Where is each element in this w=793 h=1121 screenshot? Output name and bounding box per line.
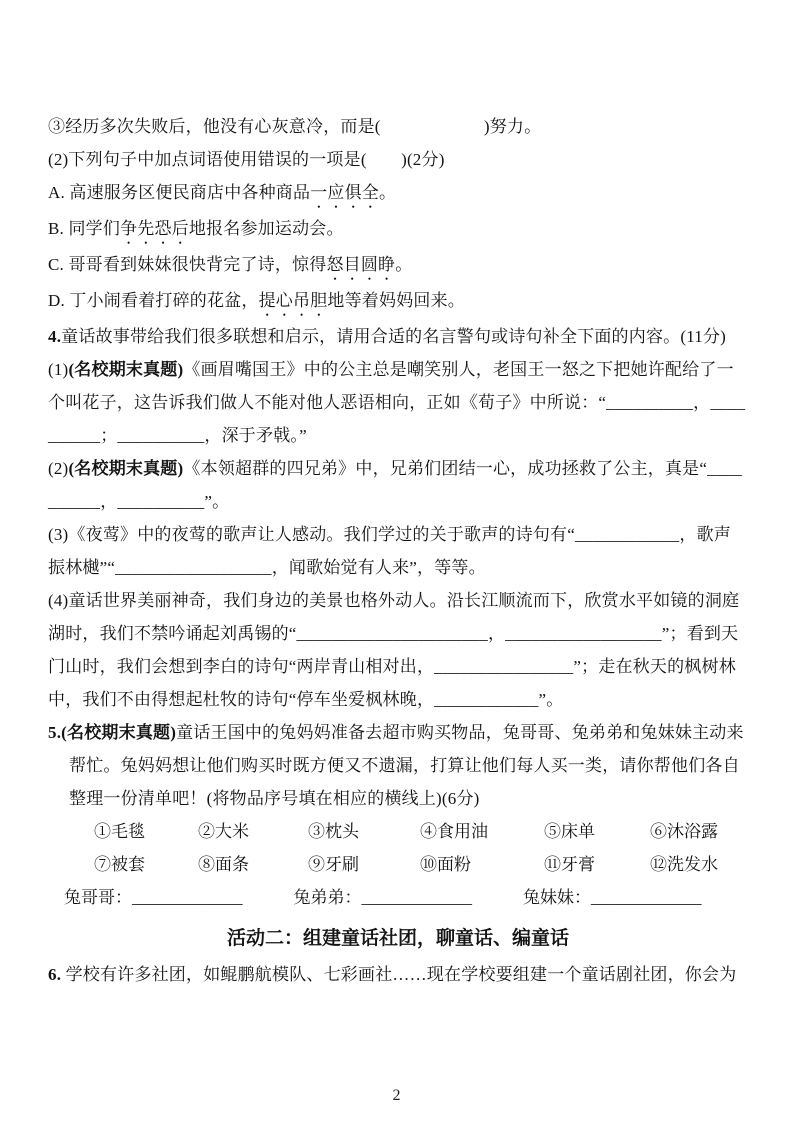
sub-2-prefix: (2) bbox=[48, 459, 69, 478]
question-4-number: 4. bbox=[48, 327, 62, 346]
list-item-12: ⑫洗发水 bbox=[650, 855, 718, 874]
sub-2-exam-source-tag: (名校期末真题) bbox=[68, 459, 184, 478]
sub-question-2-prompt bbox=[48, 143, 748, 176]
option-b-emphasized-word: 争先恐后 bbox=[120, 219, 189, 238]
item-3-text: ③经历多次失败后，他没有心灰意冷，而是( )努力。 bbox=[48, 117, 542, 136]
prior-question-item-3 bbox=[48, 110, 748, 143]
question-4-stem bbox=[48, 320, 748, 353]
question-4-sub-3 bbox=[48, 518, 748, 584]
list-item-2: ②大米 bbox=[198, 822, 249, 841]
answer-label-2: 兔弟弟： bbox=[293, 888, 362, 907]
answer-blanks-row bbox=[64, 881, 748, 914]
sub-4-prefix: (4) bbox=[48, 591, 69, 610]
question-6-stem bbox=[48, 958, 748, 991]
option-c-after: 。 bbox=[395, 255, 413, 274]
page-number: 2 bbox=[392, 1087, 401, 1104]
question-5-text: 童话王国中的兔妈妈准备去超市购买物品，兔哥哥、兔弟弟和兔妹妹主动来帮忙。兔妈妈想让他们购买时既方便又不遗漏，打算让他们每人买一类，请你帮他们各自整理一份清单吧！(将物品序号填在相应的横线上)(6分) bbox=[69, 723, 744, 808]
sub-3-text: 《夜莺》中的夜莺的歌声让人感动。我们学过的关于歌声的诗句有“____________，歌声振林樾”“__________________，闻歌始觉有人来”，等等。 bbox=[48, 525, 731, 577]
option-c-before: 哥哥看到妹妹很快背完了诗，惊得 bbox=[68, 255, 327, 274]
option-b bbox=[48, 212, 748, 248]
option-c-label: C. bbox=[48, 255, 69, 274]
option-c-emphasized-word: 怒目圆睁 bbox=[326, 255, 396, 274]
answer-line-2: _____________ bbox=[361, 888, 472, 907]
option-a-after: 。 bbox=[379, 183, 397, 202]
question-5-number: 5. bbox=[48, 723, 62, 742]
question-4-sub-2 bbox=[48, 452, 748, 518]
list-item-10: ⑩面粉 bbox=[420, 855, 471, 874]
list-item-4: ④食用油 bbox=[420, 822, 488, 841]
option-d-after: 地等着妈妈回来。 bbox=[327, 291, 466, 310]
option-a bbox=[48, 176, 748, 212]
list-item-8: ⑧面条 bbox=[198, 855, 249, 874]
question-4-sub-4 bbox=[48, 584, 748, 716]
list-item-5: ⑤床单 bbox=[544, 822, 595, 841]
question-5-stem bbox=[48, 716, 748, 815]
answer-blank-rabbit-younger-brother bbox=[294, 881, 473, 914]
answer-blank-rabbit-brother bbox=[64, 881, 243, 914]
list-item-9: ⑨牙刷 bbox=[308, 855, 359, 874]
item-list-row-1 bbox=[94, 815, 748, 848]
option-a-emphasized-word: 一应俱全 bbox=[310, 183, 380, 202]
question-6-text: 学校有许多社团，如鲲鹏航模队、七彩画社……现在学校要组建一个童话剧社团，你会为 bbox=[65, 965, 737, 984]
sub-2-text: 《本领超群的四兄弟》中，兄弟们团结一心，成功拯救了公主，真是“__________，__________”。 bbox=[48, 459, 742, 511]
answer-line-3: _____________ bbox=[591, 888, 702, 907]
option-d bbox=[48, 284, 748, 320]
section-heading-activity-2: 活动二：组建童话社团，聊童话、编童话 bbox=[226, 928, 569, 949]
sub-1-exam-source-tag: (名校期末真题) bbox=[68, 360, 184, 379]
option-b-after: 地报名参加运动会。 bbox=[188, 219, 344, 238]
list-item-3: ③枕头 bbox=[308, 822, 359, 841]
option-b-before: 同学们 bbox=[68, 219, 121, 238]
list-item-1: ①毛毯 bbox=[94, 822, 145, 841]
question-5-exam-source-tag: (名校期末真题) bbox=[61, 723, 177, 742]
sub-3-prefix: (3) bbox=[48, 525, 69, 544]
question-6-number: 6. bbox=[48, 965, 62, 984]
list-item-6: ⑥沐浴露 bbox=[650, 822, 718, 841]
option-d-before: 丁小闹看着打碎的花盆， bbox=[69, 291, 259, 310]
answer-label-1: 兔哥哥： bbox=[64, 888, 132, 907]
answer-blank-rabbit-sister bbox=[523, 881, 702, 914]
option-c bbox=[48, 248, 748, 284]
sub-4-text: 童话世界美丽神奇，我们身边的美景也格外动人。沿长江顺流而下，欣赏水平如镜的洞庭湖时，我们不禁吟诵起刘禹锡的“______________________，__________________”；看到天门山时，我们会想到李白的诗句“两岸青山相对出，________________”；走在秋天的枫树林中，我们不由得想起杜牧的诗句“停车坐爱枫林晚，____________”。 bbox=[48, 591, 740, 709]
answer-line-1: _____________ bbox=[132, 888, 243, 907]
option-d-label: D. bbox=[48, 291, 70, 310]
item-list-row-2 bbox=[94, 848, 748, 881]
question-4-text: 童话故事带给我们很多联想和启示，请用合适的名言警句或诗句补全下面的内容。(11分) bbox=[61, 327, 727, 346]
sub-1-prefix: (1) bbox=[48, 360, 69, 379]
list-item-11: ⑪牙膏 bbox=[544, 855, 595, 874]
question-4-sub-1 bbox=[48, 353, 748, 452]
option-b-label: B. bbox=[48, 219, 69, 238]
option-a-before: 高速服务区便民商店中各种商品 bbox=[69, 183, 311, 202]
list-item-7: ⑦被套 bbox=[94, 855, 145, 874]
answer-label-3: 兔妹妹： bbox=[523, 888, 591, 907]
option-d-emphasized-word: 提心吊胆 bbox=[258, 291, 328, 310]
sub-question-2-text: (2)下列句子中加点词语使用错误的一项是( )(2分) bbox=[48, 150, 445, 169]
option-a-label: A. bbox=[48, 183, 70, 202]
sub-1-text: 《画眉嘴国王》中的公主总是嘲笑别人，老国王一怒之下把她许配给了一个叫花子，这告诉我们做人不能对他人恶语相向，正如《荀子》中所说：“__________，__________；__________，深于矛戟。” bbox=[48, 360, 746, 445]
